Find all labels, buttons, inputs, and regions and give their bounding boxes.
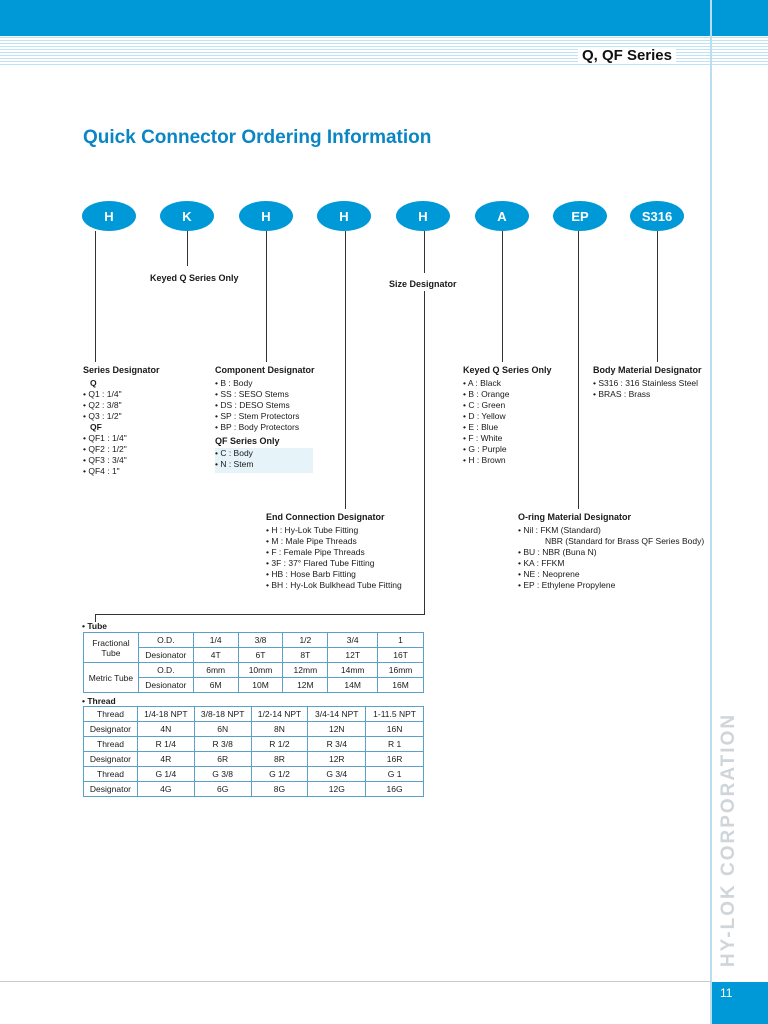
connector-line <box>578 231 579 509</box>
table-row <box>84 707 424 722</box>
table-cell: Thread <box>84 737 138 752</box>
oval-color: A <box>475 201 529 231</box>
table-cell: Fractional Tube <box>84 633 139 663</box>
oval-oring: EP <box>553 201 607 231</box>
table-cell: 14M <box>328 678 378 693</box>
connector-line <box>657 231 658 362</box>
oring-designator: O-ring Material Designator • Nil : FKM (Standard) NBR (Standard for Brass QF Series Body) • BU : NBR (Buna N) • KA : FFKM • NE : Neoprene • EP : Ethylene Propylene <box>518 512 705 590</box>
table-cell: 1/2 <box>283 633 328 648</box>
qf-series-box: • C : Body • N : Stem <box>215 448 313 473</box>
table-cell: Designator <box>84 722 138 737</box>
table-cell: 1-11.5 NPT <box>366 707 424 722</box>
oval-keyed: K <box>160 201 214 231</box>
tube-label: • Tube <box>82 621 108 631</box>
table-row <box>84 663 424 678</box>
table-cell: 6R <box>194 752 251 767</box>
table-cell: O.D. <box>138 663 193 678</box>
table-cell: R 3/4 <box>308 737 366 752</box>
table-cell: 16mm <box>378 663 424 678</box>
table-cell: 4R <box>137 752 194 767</box>
body-material-designator: Body Material Designator • S316 : 316 Stainless Steel • BRAS : Brass <box>593 365 702 399</box>
table-cell: 8N <box>251 722 308 737</box>
table-cell: Desionator <box>138 648 193 663</box>
table-cell: R 1/4 <box>137 737 194 752</box>
keyed-label: Keyed Q Series Only <box>150 273 239 283</box>
table-cell: G 1/4 <box>137 767 194 782</box>
table-cell: R 3/8 <box>194 737 251 752</box>
table-cell: G 1 <box>366 767 424 782</box>
table-cell: 1/2-14 NPT <box>251 707 308 722</box>
connector-line <box>424 291 425 615</box>
table-cell: 4N <box>137 722 194 737</box>
table-cell: G 3/8 <box>194 767 251 782</box>
table-cell: G 3/4 <box>308 767 366 782</box>
table-row <box>84 633 424 648</box>
tube-table <box>83 632 424 693</box>
page-title: Quick Connector Ordering Information <box>83 127 432 148</box>
table-cell: 16N <box>366 722 424 737</box>
table-cell: 1/4 <box>193 633 238 648</box>
end-connection-designator: End Connection Designator • H : Hy-Lok Tube Fitting • M : Male Pipe Threads • F : Female Pipe Threads • 3F : 37° Flared Tube Fitting • HB : Hose Barb Fitting • BH : Hy-Lok Bulkhead Tube Fitting <box>266 512 402 590</box>
table-cell: G 1/2 <box>251 767 308 782</box>
table-cell: 16G <box>366 782 424 797</box>
table-cell: 14mm <box>328 663 378 678</box>
page-number: 11 <box>712 982 768 1024</box>
thread-label: • Thread <box>82 696 116 706</box>
table-cell: 16M <box>378 678 424 693</box>
table-cell: 6T <box>238 648 283 663</box>
table-cell: R 1/2 <box>251 737 308 752</box>
table-cell: 16T <box>378 648 424 663</box>
table-cell: Thread <box>84 767 138 782</box>
table-cell: Thread <box>84 707 138 722</box>
table-cell: 12R <box>308 752 366 767</box>
table-cell: 6mm <box>193 663 238 678</box>
oval-component: H <box>239 201 293 231</box>
table-cell: 16R <box>366 752 424 767</box>
connector-line <box>424 231 425 273</box>
connector-line <box>345 231 346 509</box>
oval-size: H <box>396 201 450 231</box>
table-cell: 3/4-14 NPT <box>308 707 366 722</box>
size-label: Size Designator <box>389 279 457 289</box>
table-cell: O.D. <box>138 633 193 648</box>
table-cell: 12N <box>308 722 366 737</box>
table-cell: 1 <box>378 633 424 648</box>
oval-end-connection: H <box>317 201 371 231</box>
table-cell: R 1 <box>366 737 424 752</box>
table-cell: 8G <box>251 782 308 797</box>
table-cell: 12T <box>328 648 378 663</box>
table-cell: Designator <box>84 752 138 767</box>
connector-line <box>95 231 96 362</box>
table-row <box>84 767 424 782</box>
table-cell: 3/8-18 NPT <box>194 707 251 722</box>
connector-line <box>266 231 267 362</box>
table-cell: 3/4 <box>328 633 378 648</box>
table-cell: 4G <box>137 782 194 797</box>
table-cell: 4T <box>193 648 238 663</box>
table-cell: 6M <box>193 678 238 693</box>
component-designator: Component Designator • B : Body • SS : SESO Stems • DS : DESO Stems • SP : Stem Protectors • BP : Body Protectors QF Series Only • C : Body • N : Stem <box>215 365 315 473</box>
footer-line <box>0 981 710 982</box>
connector-line <box>187 231 188 266</box>
keyed-color-list: Keyed Q Series Only • A : Black • B : Orange • C : Green • D : Yellow • E : Blue • F : White • G : Purple • H : Brown <box>463 365 552 465</box>
connector-line <box>95 614 425 615</box>
table-cell: 1/4-18 NPT <box>137 707 194 722</box>
table-cell: 12G <box>308 782 366 797</box>
table-cell: 6N <box>194 722 251 737</box>
oval-series: H <box>82 201 136 231</box>
table-cell: 8T <box>283 648 328 663</box>
table-cell: 10mm <box>238 663 283 678</box>
table-cell: 10M <box>238 678 283 693</box>
table-cell: Metric Tube <box>84 663 139 693</box>
series-title: Q, QF Series <box>578 47 676 64</box>
header-bar <box>0 0 710 36</box>
table-row <box>84 737 424 752</box>
series-designator: Series Designator Q • Q1 : 1/4" • Q2 : 3/8" • Q3 : 1/2" QF • QF1 : 1/4" • QF2 : 1/2" • QF3 : 3/4" • QF4 : 1" <box>83 365 160 476</box>
table-cell: 3/8 <box>238 633 283 648</box>
table-cell: Desionator <box>138 678 193 693</box>
table-cell: 12M <box>283 678 328 693</box>
table-cell: Designator <box>84 782 138 797</box>
corporation-label: HY-LOK CORPORATION <box>718 712 739 968</box>
table-cell: 12mm <box>283 663 328 678</box>
table-row <box>84 722 424 737</box>
table-row <box>84 782 424 797</box>
table-cell: 6G <box>194 782 251 797</box>
connector-line <box>502 231 503 362</box>
oval-body-material: S316 <box>630 201 684 231</box>
table-cell: 8R <box>251 752 308 767</box>
table-row <box>84 752 424 767</box>
thread-table <box>83 706 424 797</box>
